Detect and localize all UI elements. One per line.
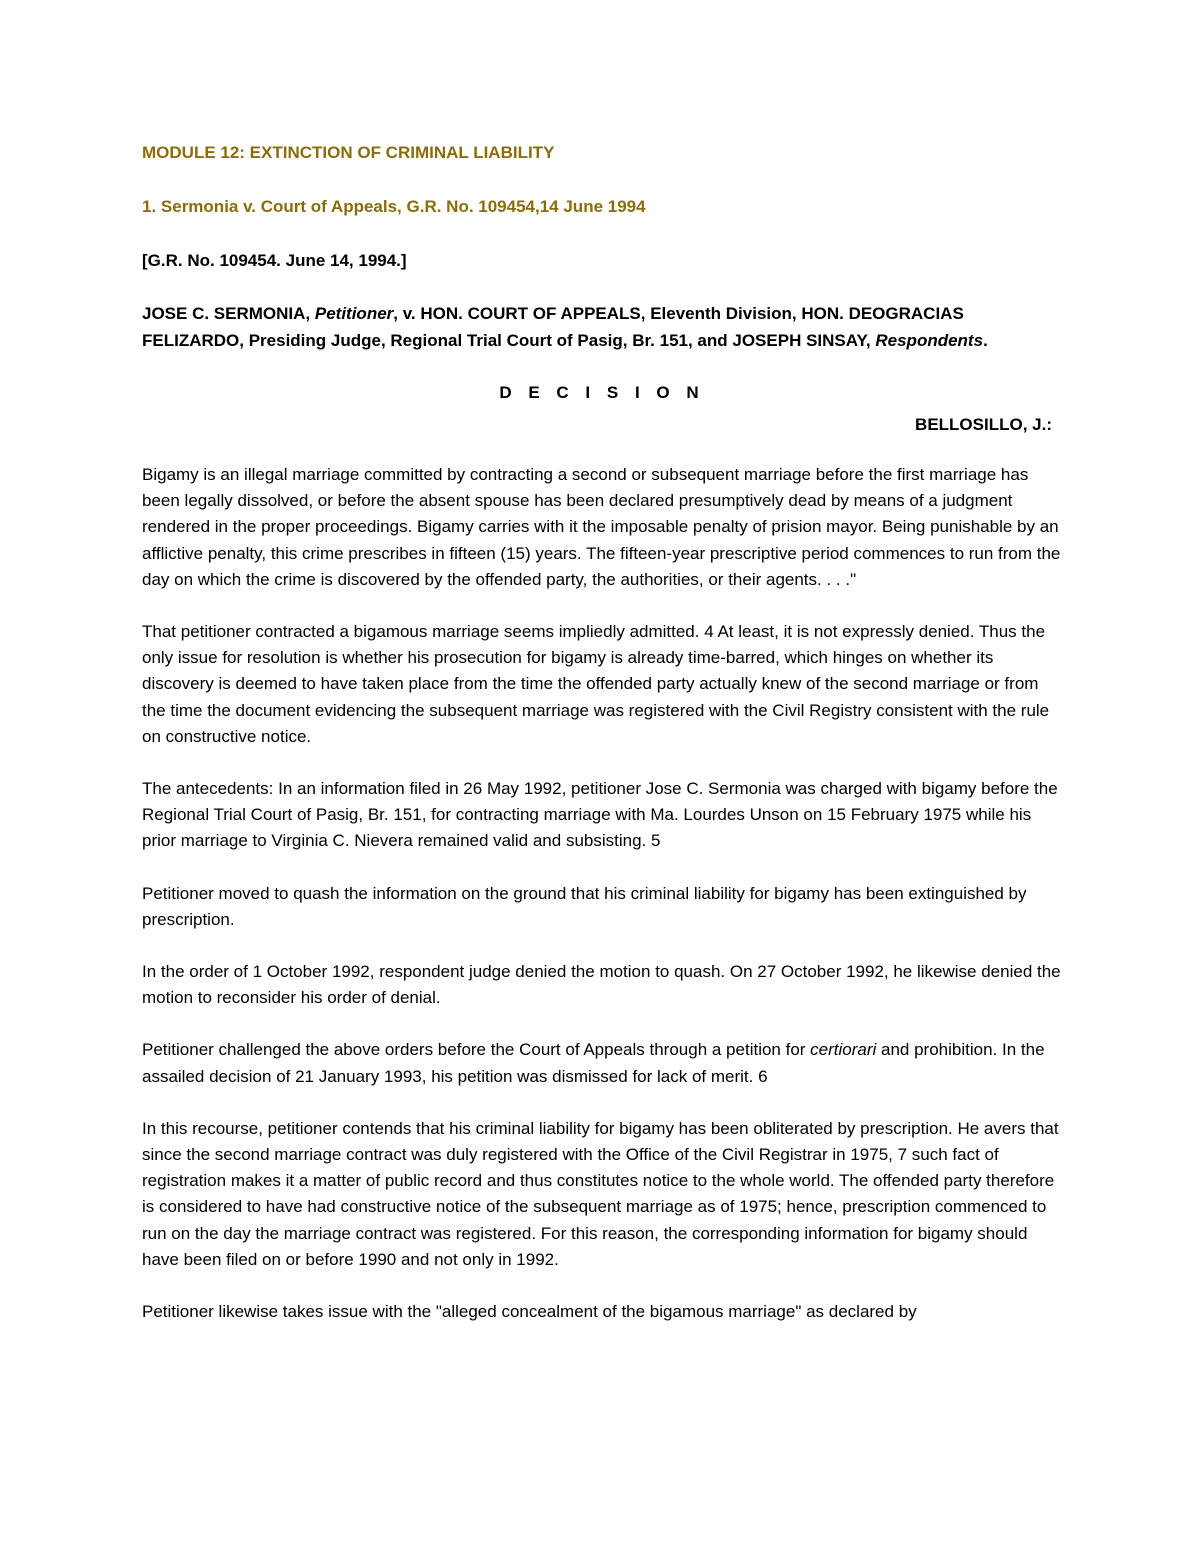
document-page — [142, 140, 1062, 1351]
respondent-role: Respondents — [875, 331, 984, 350]
parties-text-1: JOSE C. SERMONIA, — [142, 304, 315, 323]
decision-label: D E C I S I O N — [499, 383, 705, 402]
paragraph-issue: That petitioner contracted a bigamous marriage seems impliedly admitted. 4 At least, it is not expressly denied. Thus the only issue for resolution is whether his prosecution for bigamy is already time-barred, which hinges on whether its discovery is deemed to have taken place from the time the offended party actually knew of the second marriage or from the time the document evidencing the subsequent marriage was registered with the Civil Registry consistent with the rule on constructive notice. — [142, 622, 1050, 746]
paragraph-certiorari — [142, 1037, 1062, 1089]
paragraph-concealment: Petitioner likewise takes issue with the "alleged concealment of the bigamous marriage" as declared by — [142, 1302, 917, 1322]
certiorari-term: certiorari — [810, 1040, 877, 1060]
module-title: MODULE 12: EXTINCTION OF CRIMINAL LIABILITY — [142, 143, 555, 162]
certiorari-text-2: and prohibition. In the assailed decision of 21 January 1993, his petition was dismissed for lack of merit. 6 — [142, 1040, 1045, 1086]
paragraph-antecedents: The antecedents: In an information filed in 26 May 1992, petitioner Jose C. Sermonia was charged with bigamy before the Regional Trial Court of Pasig, Br. 151, for contracting marriage with Ma. Lourdes Unson on 15 February 1975 while his prior marriage to Virginia C. Nievera remained valid and subsisting. 5 — [142, 779, 1058, 851]
certiorari-text-1: Petitioner challenged the above orders before the Court of Appeals through a petition for — [142, 1040, 811, 1060]
case-parties — [142, 300, 1062, 354]
paragraph-recourse: In this recourse, petitioner contends that his criminal liability for bigamy has been obliterated by prescription. He avers that since the second marriage contract was duly registered with the Office of the Civil Registrar in 1975, 7 such fact of registration makes it a matter of public record and thus constitutes notice to the whole world. The offended party therefore is considered to have had constructive notice of the subsequent marriage as of 1975; hence, prescription commenced to run on the day the marriage contract was registered. For this reason, the corresponding information for bigamy should have been filed on or before 1990 and not only in 1992. — [142, 1118, 1059, 1269]
case-title: 1. Sermonia v. Court of Appeals, G.R. No. 109454,14 June 1994 — [142, 197, 646, 216]
paragraph-motion-to-quash: Petitioner moved to quash the information on the ground that his criminal liability for bigamy has been extinguished by prescription. — [142, 883, 1027, 929]
parties-text-3: . — [983, 331, 988, 350]
paragraph-bigamy-definition: Bigamy is an illegal marriage committed by contracting a second or subsequent marriage before the first marriage has been legally dissolved, or before the absent spouse has been declared presumptively dead by means of a judgment rendered in the proper proceedings. Bigamy carries with it the imposable penalty of prision mayor. Being punishable by an afflictive penalty, this crime prescribes in fifteen (15) years. The fifteen-year prescriptive period commences to run from the day on which the crime is discovered by the offended party, the authorities, or their agents. . . ." — [142, 465, 1061, 589]
petitioner-role: Petitioner — [314, 304, 394, 323]
parties-text-2: , v. HON. COURT OF APPEALS, Eleventh Division, HON. DEOGRACIAS FELIZARDO, Presiding Judge, Regional Trial Court of Pasig, Br. 151, and JOSEPH SINSAY, — [142, 304, 964, 350]
ponente: BELLOSILLO, J.: — [915, 415, 1052, 434]
paragraph-order: In the order of 1 October 1992, respondent judge denied the motion to quash. On 27 October 1992, he likewise denied the motion to reconsider his order of denial. — [142, 962, 1061, 1008]
gr-number: [G.R. No. 109454. June 14, 1994.] — [142, 251, 407, 270]
